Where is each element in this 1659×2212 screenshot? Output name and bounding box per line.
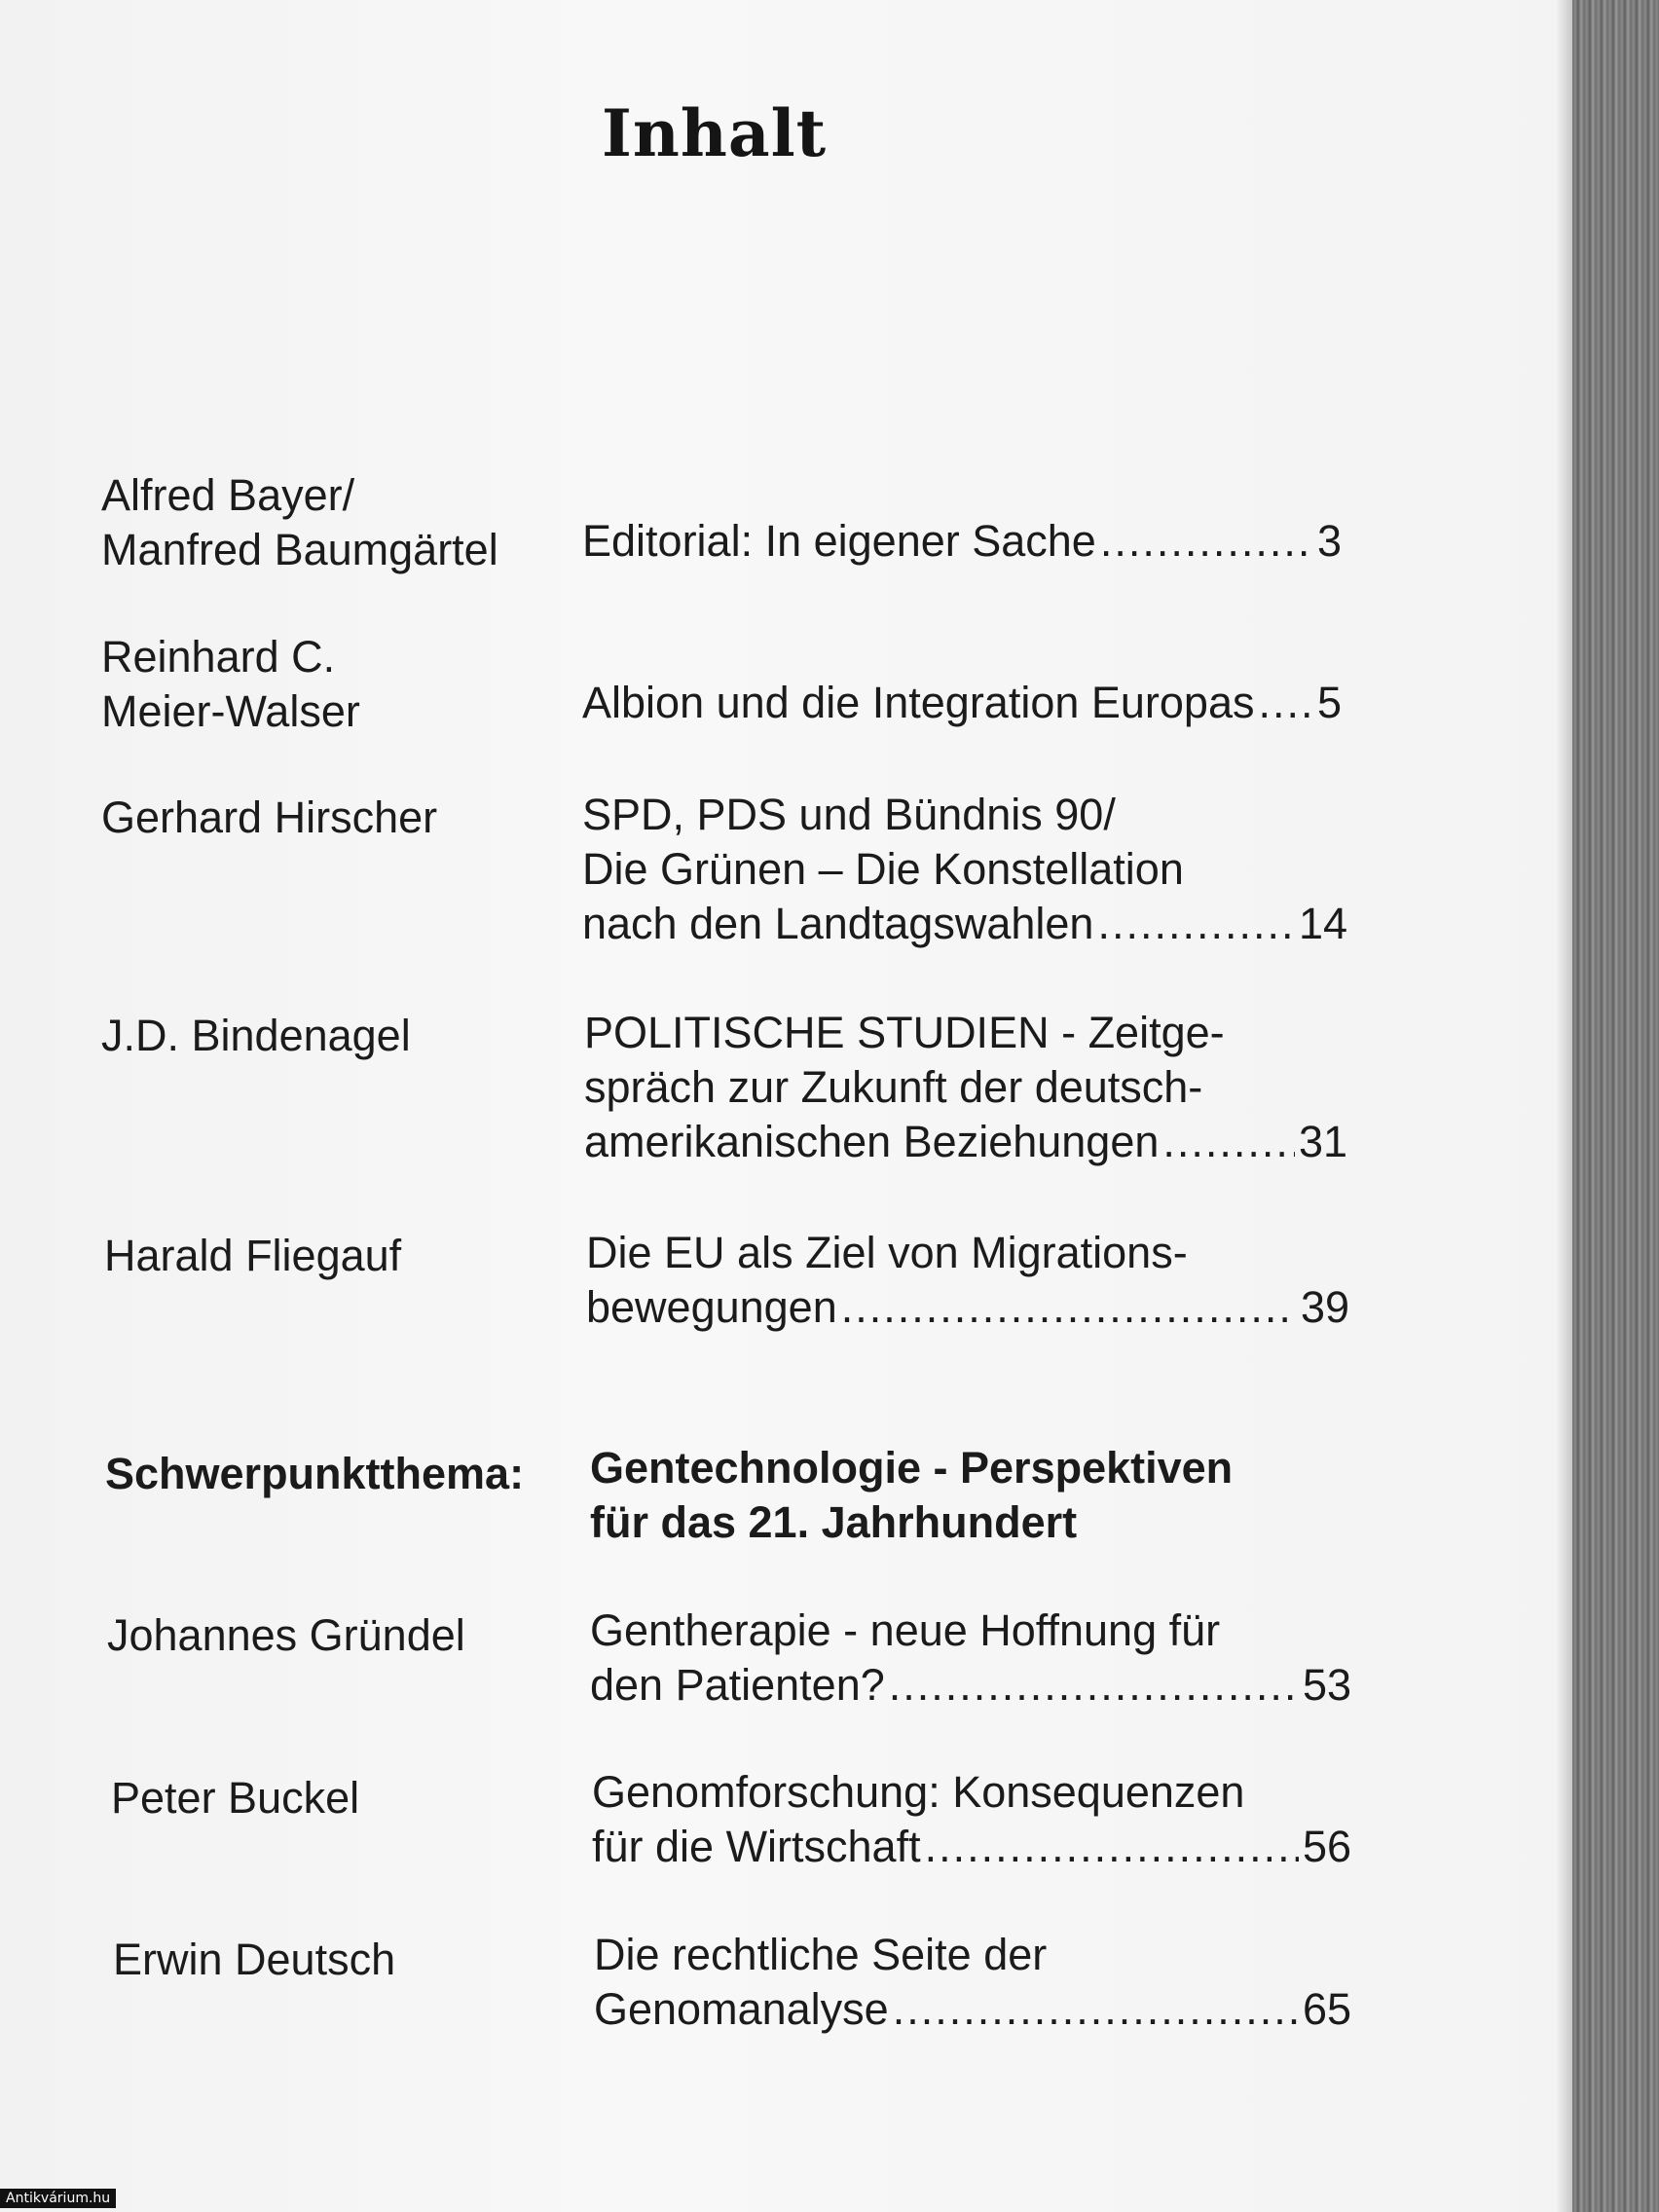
toc-entry-title: Editorial: In eigener Sache xyxy=(582,516,1096,566)
toc-entry xyxy=(582,514,1342,569)
dot-leader xyxy=(889,1658,1299,1713)
toc-page-number: 5 xyxy=(1316,678,1342,727)
toc-entry-line: Die Grünen – Die Konstellation xyxy=(582,844,1184,894)
toc-author: Johannes Gründel xyxy=(107,1610,465,1660)
toc-author: Peter Buckel xyxy=(111,1773,360,1823)
toc-author: Erwin Deutsch xyxy=(113,1935,396,1984)
toc-page-number: 53 xyxy=(1302,1660,1351,1710)
dot-leader xyxy=(1162,1115,1295,1169)
toc-author: Reinhard C. Meier-Walser xyxy=(101,632,360,736)
toc-entry xyxy=(594,1928,1351,2037)
toc-entry-title: Albion und die Integration Europas xyxy=(582,678,1255,727)
toc-entry-line: SPD, PDS und Bündnis 90/ xyxy=(582,790,1116,839)
toc-entry-title: den Patienten? xyxy=(590,1660,885,1710)
toc-entry-line: Gentherapie - neue Hoffnung für xyxy=(590,1605,1221,1655)
dot-leader xyxy=(1259,676,1313,730)
dot-leader xyxy=(1097,897,1295,951)
toc-page-number: 31 xyxy=(1298,1117,1347,1166)
dot-leader xyxy=(925,1820,1299,1874)
toc-author: Gerhard Hirscher xyxy=(101,793,438,842)
toc-author: Harald Fliegauf xyxy=(104,1231,402,1280)
toc-entry-title: bewegungen xyxy=(586,1282,837,1332)
dot-leader xyxy=(893,1982,1299,2037)
focus-title-line: Gentechnologie - Perspektiven xyxy=(590,1443,1234,1493)
toc-author: J.D. Bindenagel xyxy=(101,1011,411,1060)
focus-label: Schwerpunktthema: xyxy=(105,1449,525,1498)
toc-entry xyxy=(590,1604,1351,1713)
focus-title-line: für das 21. Jahrhundert xyxy=(590,1497,1078,1547)
toc-entry-line: POLITISCHE STUDIEN - Zeitge- xyxy=(584,1008,1225,1057)
toc-entry-title: für die Wirtschaft xyxy=(592,1822,921,1871)
toc-page-number: 56 xyxy=(1302,1822,1351,1871)
page-title: Inhalt xyxy=(602,95,828,171)
toc-entry-title: Genomanalyse xyxy=(594,1984,889,2034)
toc-entry-last-line xyxy=(582,676,1342,730)
toc-entry-last-line xyxy=(590,1658,1351,1713)
toc-entry-last-line xyxy=(594,1982,1351,2037)
focus-title xyxy=(590,1441,1369,1550)
toc-entry-last-line xyxy=(586,1280,1349,1335)
book-page-edges xyxy=(1572,0,1659,2212)
toc-entry-last-line xyxy=(582,897,1347,951)
toc-entry-last-line xyxy=(592,1820,1351,1874)
page-edge-shadow xyxy=(1556,0,1572,2212)
toc-entry-line: Die EU als Ziel von Migrations- xyxy=(586,1228,1188,1277)
toc-entry-line: spräch zur Zukunft der deutsch- xyxy=(584,1062,1203,1112)
toc-entry-title: nach den Landtagswahlen xyxy=(582,899,1094,948)
watermark: Antikvárium.hu xyxy=(0,2189,116,2208)
toc-entry xyxy=(592,1765,1351,1874)
toc-page-number: 3 xyxy=(1316,516,1342,566)
toc-page-number: 39 xyxy=(1300,1282,1349,1332)
toc-page-number: 65 xyxy=(1302,1984,1351,2034)
dot-leader xyxy=(841,1280,1297,1335)
toc-entry xyxy=(584,1006,1347,1169)
toc-entry-line: Genomforschung: Konsequenzen xyxy=(592,1767,1245,1817)
toc-entry xyxy=(582,676,1342,730)
toc-page-number: 14 xyxy=(1298,899,1347,948)
toc-entry-last-line xyxy=(582,514,1342,569)
toc-entry-line: Die rechtliche Seite der xyxy=(594,1930,1048,1979)
toc-entry-last-line xyxy=(584,1115,1347,1169)
dot-leader xyxy=(1100,514,1313,569)
toc-entry-title: amerikanischen Beziehungen xyxy=(584,1117,1160,1166)
toc-author: Alfred Bayer/ Manfred Baumgärtel xyxy=(101,470,498,574)
toc-entry xyxy=(582,788,1347,951)
toc-entry xyxy=(586,1226,1349,1335)
